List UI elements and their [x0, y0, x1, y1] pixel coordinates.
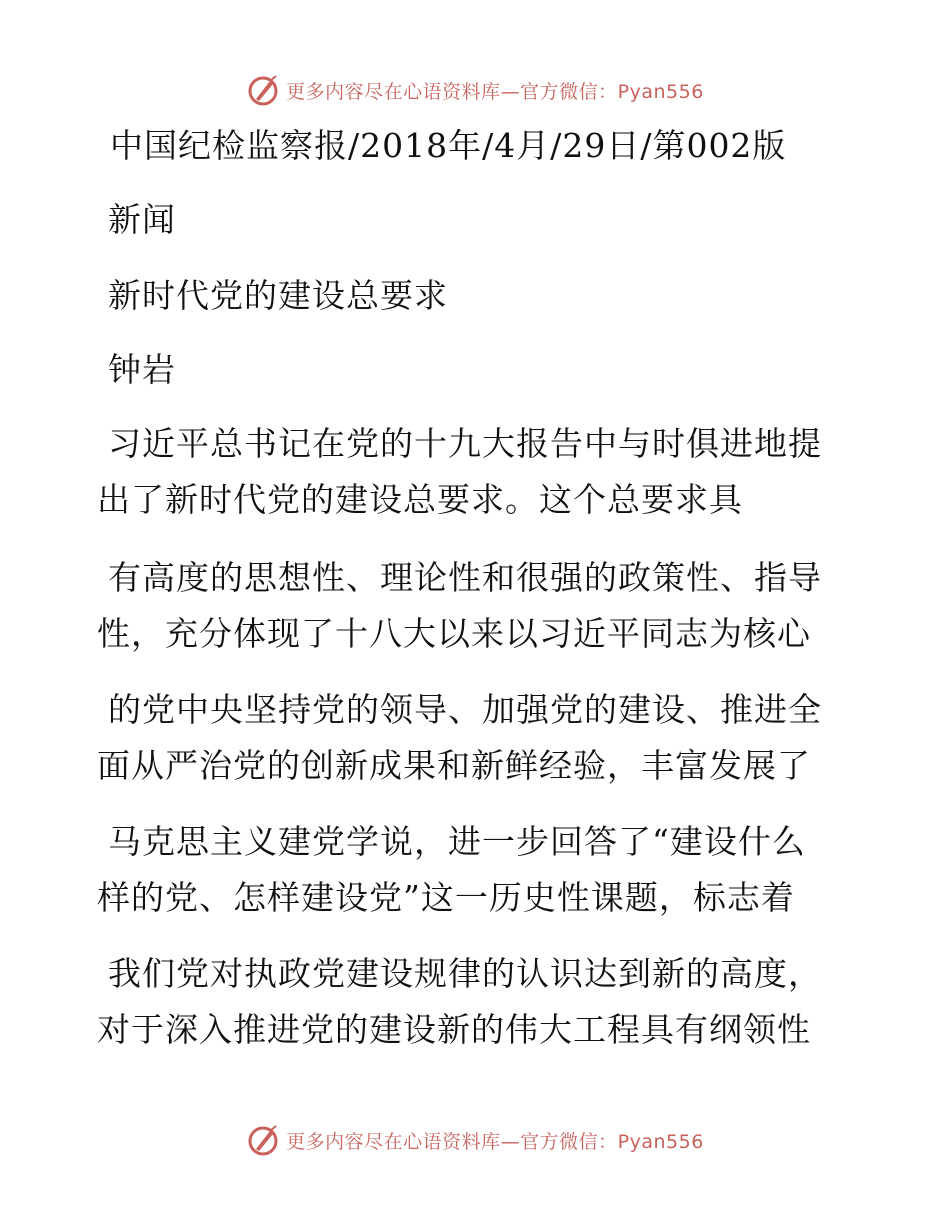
watermark-text: 更多内容尽在心语资料库—官方微信：Pyan556: [286, 80, 704, 103]
section-label: 新闻: [108, 200, 176, 239]
body-line: 我们党对执政党建设规律的认识达到新的高度，: [108, 954, 822, 993]
author-name: 钟岩: [108, 350, 176, 389]
body-line: 出了新时代党的建设总要求。这个总要求具: [97, 480, 743, 519]
watermark-text: 更多内容尽在心语资料库—官方微信：Pyan556: [286, 1130, 704, 1153]
body-line: 对于深入推进党的建设新的伟大工程具有纲领性: [97, 1010, 811, 1049]
body-line: 性，充分体现了十八大以来以习近平同志为核心: [97, 614, 811, 653]
body-line: 面从严治党的创新成果和新鲜经验，丰富发展了: [97, 746, 811, 785]
header-watermark-banner: [0, 70, 950, 110]
footer-watermark-banner: [0, 1120, 950, 1160]
source-line: 中国纪检监察报/2018年/4月/29日/第002版: [110, 126, 787, 165]
body-line: 有高度的思想性、理论性和很强的政策性、指导: [108, 558, 822, 597]
quill-pen-logo-icon: [246, 1123, 280, 1157]
body-line: 马克思主义建党学说，进一步回答了“建设什么: [108, 822, 806, 861]
article-title: 新时代党的建设总要求: [108, 276, 448, 315]
body-line: 习近平总书记在党的十九大报告中与时俱进地提: [108, 424, 822, 463]
body-line: 的党中央坚持党的领导、加强党的建设、推进全: [108, 690, 822, 729]
quill-pen-logo-icon: [246, 73, 280, 107]
body-line: 样的党、怎样建设党”这一历史性课题，标志着: [97, 878, 795, 917]
